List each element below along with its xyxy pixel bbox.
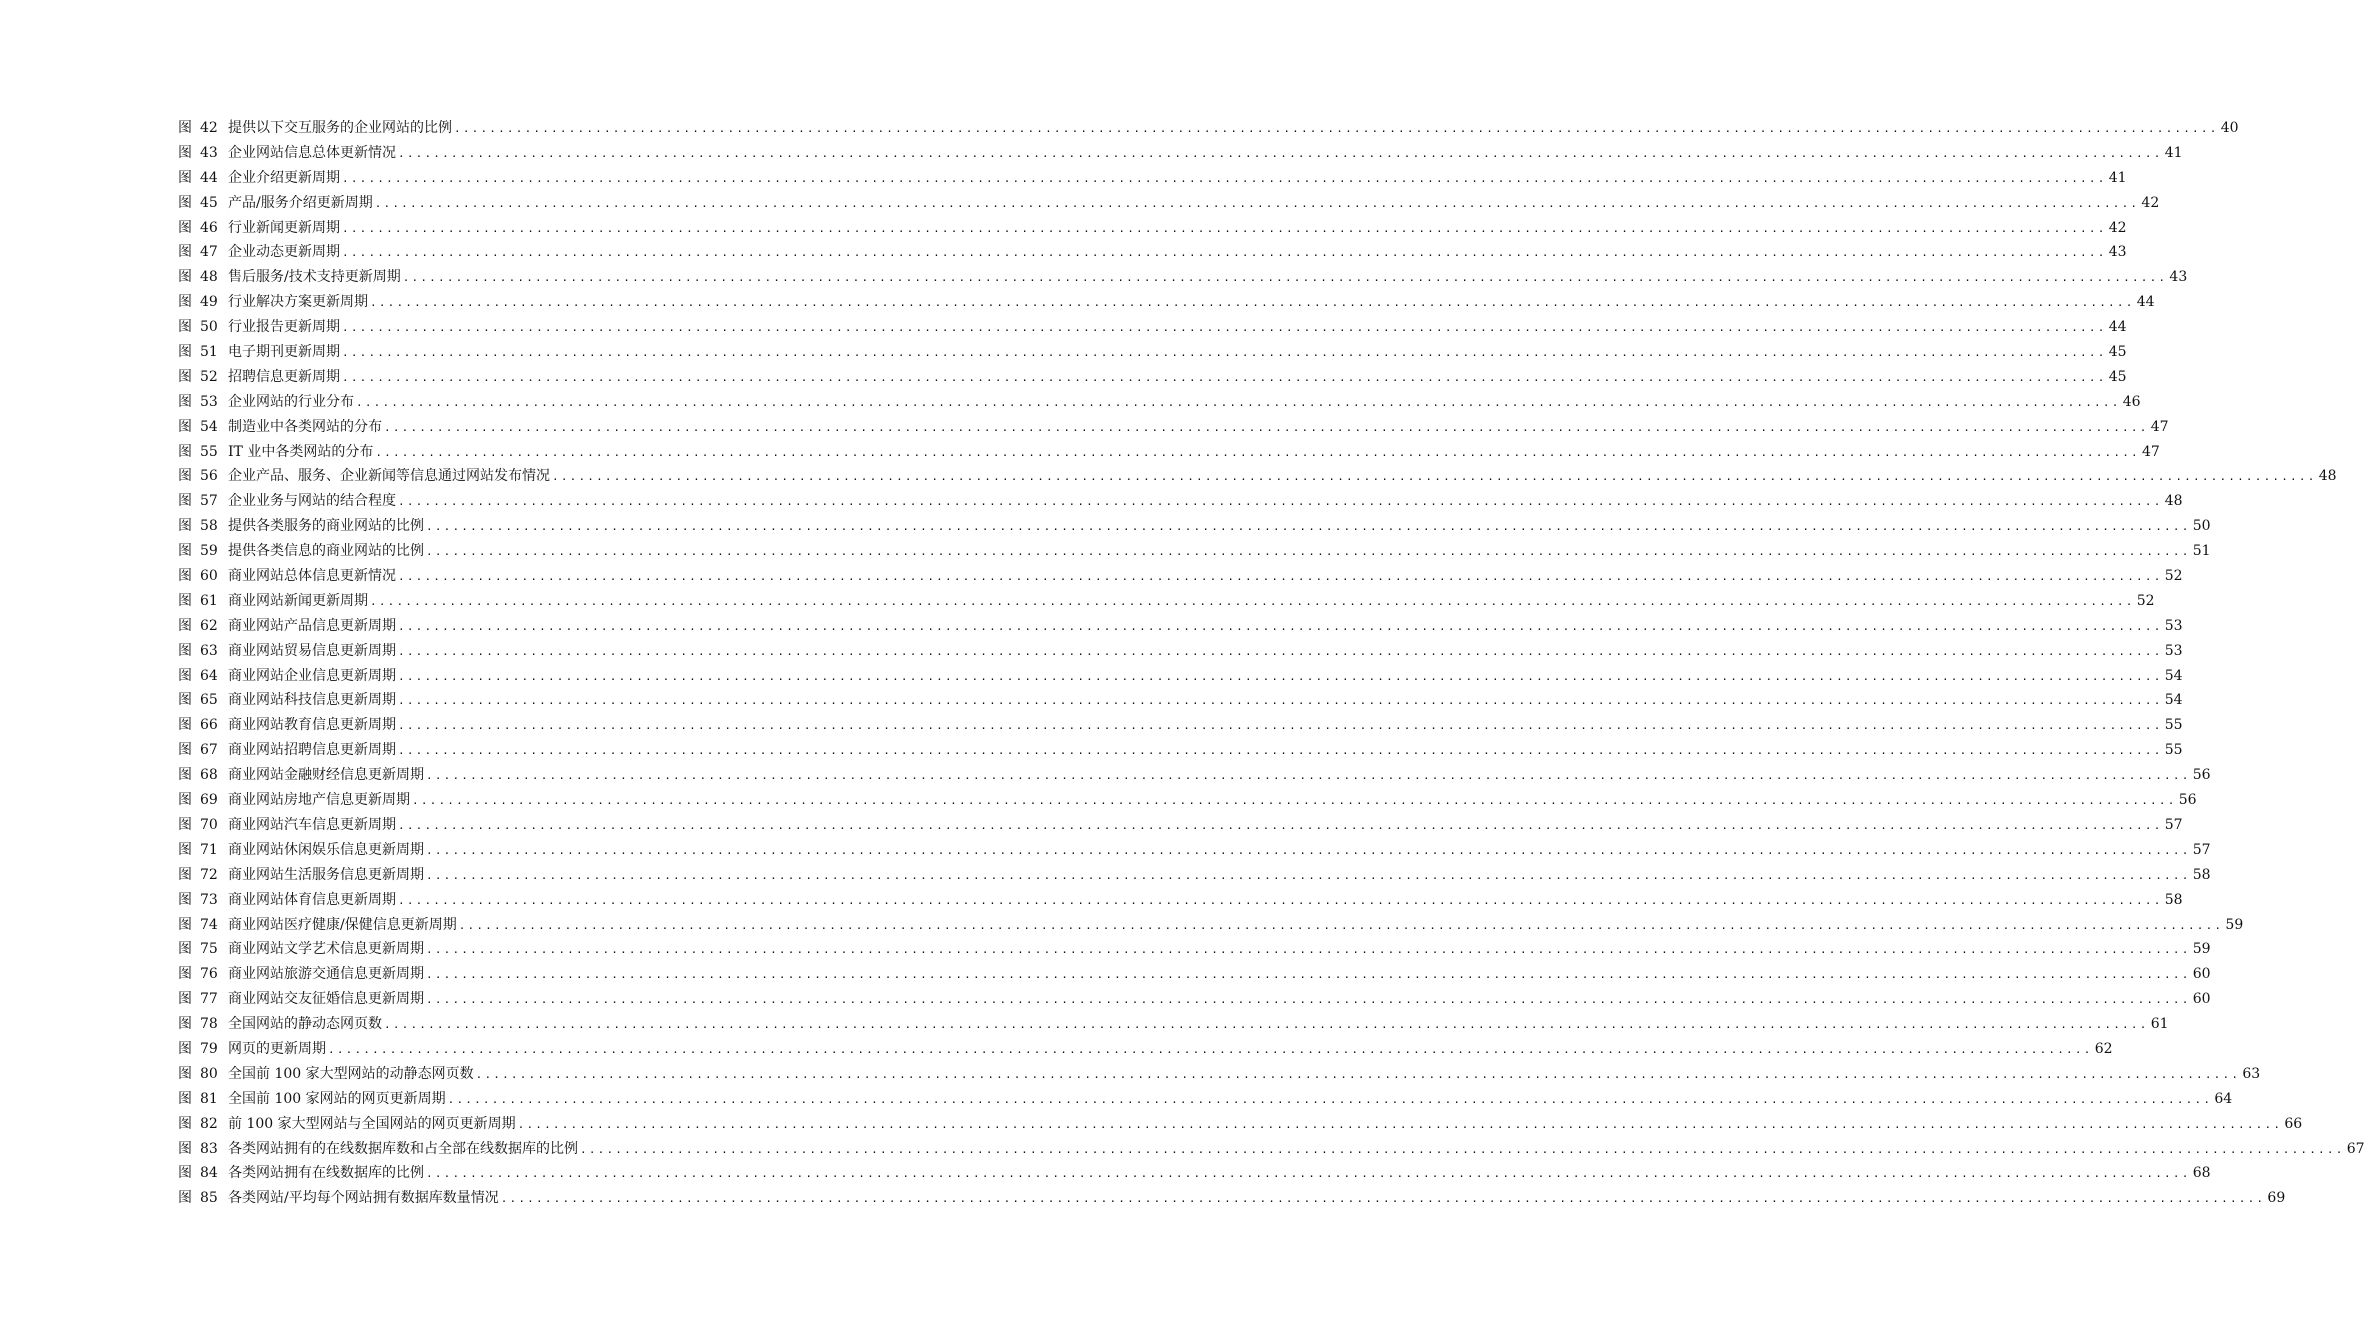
page-number: 59 bbox=[2192, 941, 2211, 958]
dot-leader: ........................................................................................................................................................................................................ bbox=[426, 1167, 2191, 1181]
figure-prefix: 图 bbox=[178, 294, 192, 311]
page-number: 53 bbox=[2164, 617, 2183, 634]
page-number: 48 bbox=[2318, 468, 2337, 485]
page-number: 44 bbox=[2136, 294, 2155, 311]
dot-leader: ........................................................................................................................................................................................................ bbox=[447, 1092, 2213, 1106]
toc-entry[interactable] bbox=[178, 987, 2211, 1012]
toc-entry[interactable] bbox=[178, 863, 2211, 888]
toc-entry[interactable] bbox=[178, 962, 2211, 987]
toc-entry[interactable] bbox=[178, 290, 2155, 315]
figure-prefix: 图 bbox=[178, 518, 192, 535]
page-number: 51 bbox=[2192, 543, 2211, 560]
figure-prefix: 图 bbox=[178, 816, 192, 833]
dot-leader: ........................................................................................................................................................................................................ bbox=[398, 570, 2163, 584]
toc-entry[interactable] bbox=[178, 1012, 2169, 1037]
figure-title: 产品/服务介绍更新周期 bbox=[228, 194, 373, 211]
dot-leader: ........................................................................................................................................................................................................ bbox=[398, 619, 2163, 633]
figure-title: 商业网站生活服务信息更新周期 bbox=[228, 866, 424, 883]
figure-prefix: 图 bbox=[178, 319, 192, 336]
figure-title: 企业网站信息总体更新情况 bbox=[228, 144, 396, 161]
figure-number: 53 bbox=[200, 393, 218, 410]
figure-number: 43 bbox=[200, 144, 218, 161]
page-number: 68 bbox=[2192, 1165, 2211, 1182]
figure-title: 企业产品、服务、企业新闻等信息通过网站发布情况 bbox=[228, 468, 550, 485]
page-number: 41 bbox=[2108, 169, 2127, 186]
figure-number: 59 bbox=[200, 543, 218, 560]
dot-leader: ........................................................................................................................................................................................................ bbox=[426, 843, 2191, 857]
page-number: 46 bbox=[2122, 393, 2141, 410]
figure-title: 商业网站旅游交通信息更新周期 bbox=[228, 966, 424, 983]
page-number: 47 bbox=[2142, 443, 2160, 460]
dot-leader: ........................................................................................................................................................................................................ bbox=[384, 420, 2149, 434]
dot-leader: ........................................................................................................................................................................................................ bbox=[412, 794, 2177, 808]
dot-leader: ........................................................................................................................................................................................................ bbox=[384, 1018, 2149, 1032]
figure-title: 网页的更新周期 bbox=[228, 1040, 326, 1057]
dot-leader: ........................................................................................................................................................................................................ bbox=[356, 395, 2121, 409]
figure-title: 行业新闻更新周期 bbox=[228, 219, 340, 236]
page-number: 60 bbox=[2192, 966, 2211, 983]
toc-entry[interactable] bbox=[178, 489, 2183, 514]
figure-prefix: 图 bbox=[178, 344, 192, 361]
page-number: 64 bbox=[2214, 1090, 2233, 1107]
toc-entry[interactable] bbox=[178, 191, 2160, 216]
figure-title: 商业网站教育信息更新周期 bbox=[228, 717, 396, 734]
figure-prefix: 图 bbox=[178, 1090, 192, 1107]
dot-leader: ........................................................................................................................................................................................................ bbox=[517, 1117, 2283, 1131]
page-number: 56 bbox=[2178, 792, 2197, 809]
figure-title: 企业业务与网站的结合程度 bbox=[228, 493, 396, 510]
figure-title: 商业网站招聘信息更新周期 bbox=[228, 742, 396, 759]
figure-title: 商业网站房地产信息更新周期 bbox=[228, 792, 410, 809]
toc-entry[interactable] bbox=[178, 141, 2183, 166]
dot-leader: ........................................................................................................................................................................................................ bbox=[342, 370, 2107, 384]
dot-leader: ........................................................................................................................................................................................................ bbox=[398, 694, 2163, 708]
toc-entry[interactable] bbox=[178, 1112, 2303, 1137]
figure-title: 商业网站休闲娱乐信息更新周期 bbox=[228, 841, 424, 858]
figure-number: 84 bbox=[200, 1165, 218, 1182]
page-number: 66 bbox=[2284, 1115, 2303, 1132]
toc-entry[interactable] bbox=[178, 614, 2183, 639]
toc-entry[interactable] bbox=[178, 688, 2183, 713]
page-number: 54 bbox=[2164, 667, 2183, 684]
page-number: 54 bbox=[2164, 692, 2183, 709]
page-number: 48 bbox=[2164, 493, 2183, 510]
dot-leader: ........................................................................................................................................................................................................ bbox=[342, 246, 2107, 260]
figure-prefix: 图 bbox=[178, 667, 192, 684]
figure-title: 商业网站贸易信息更新周期 bbox=[228, 642, 396, 659]
figure-prefix: 图 bbox=[178, 692, 192, 709]
figure-number: 76 bbox=[200, 966, 218, 983]
figure-title: 行业报告更新周期 bbox=[228, 319, 340, 336]
page-number: 55 bbox=[2164, 717, 2183, 734]
page-number: 62 bbox=[2094, 1040, 2113, 1057]
toc-entry[interactable] bbox=[178, 116, 2239, 141]
toc-entry[interactable] bbox=[178, 664, 2183, 689]
dot-leader: ........................................................................................................................................................................................................ bbox=[426, 943, 2191, 957]
dot-leader: ........................................................................................................................................................................................................ bbox=[398, 669, 2163, 683]
page-number: 59 bbox=[2225, 916, 2244, 933]
page-number: 43 bbox=[2169, 269, 2188, 286]
page-number: 42 bbox=[2108, 219, 2127, 236]
dot-leader: ........................................................................................................................................................................................................ bbox=[475, 1067, 2241, 1081]
figure-prefix: 图 bbox=[178, 120, 192, 136]
figure-title: 招聘信息更新周期 bbox=[228, 368, 340, 385]
figure-number: 66 bbox=[200, 717, 218, 734]
toc-entry[interactable] bbox=[178, 589, 2155, 614]
figure-number: 47 bbox=[200, 244, 218, 261]
figure-number: 44 bbox=[200, 169, 218, 186]
figure-number: 57 bbox=[200, 493, 218, 510]
figure-number: 70 bbox=[200, 816, 218, 833]
toc-entry[interactable] bbox=[178, 1037, 2113, 1062]
figure-prefix: 图 bbox=[178, 269, 192, 286]
dot-leader: ........................................................................................................................................................................................................ bbox=[398, 495, 2163, 509]
toc-entry[interactable] bbox=[178, 390, 2141, 415]
figure-number: 52 bbox=[200, 368, 218, 385]
figure-title: 各类网站拥有在线数据库的比例 bbox=[228, 1165, 424, 1182]
toc-entry[interactable] bbox=[178, 365, 2127, 390]
page-number: 44 bbox=[2108, 319, 2127, 336]
page-number: 43 bbox=[2108, 244, 2127, 261]
page-number: 63 bbox=[2242, 1065, 2261, 1082]
page-number: 41 bbox=[2164, 144, 2183, 161]
dot-leader: ........................................................................................................................................................................................................ bbox=[398, 146, 2163, 160]
toc-entry[interactable] bbox=[178, 1137, 2365, 1162]
figure-title: 商业网站交友征婚信息更新周期 bbox=[228, 991, 424, 1008]
figure-prefix: 图 bbox=[178, 443, 192, 460]
toc-entry[interactable] bbox=[178, 838, 2211, 863]
figure-number: 69 bbox=[200, 792, 218, 809]
figure-number: 55 bbox=[200, 443, 218, 460]
figure-title: 电子期刊更新周期 bbox=[228, 344, 340, 361]
figure-prefix: 图 bbox=[178, 1140, 192, 1157]
figure-number: 80 bbox=[200, 1065, 218, 1082]
figure-title: 制造业中各类网站的分布 bbox=[228, 418, 382, 435]
toc-entry[interactable] bbox=[178, 539, 2211, 564]
toc-entry[interactable] bbox=[178, 763, 2211, 788]
toc-entry[interactable] bbox=[178, 1062, 2261, 1087]
figure-title: 售后服务/技术支持更新周期 bbox=[228, 269, 401, 286]
toc-entry[interactable] bbox=[178, 240, 2127, 265]
figure-title: 全国前 100 家网站的网页更新周期 bbox=[228, 1090, 446, 1107]
toc-entry[interactable] bbox=[178, 813, 2183, 838]
toc-entry[interactable] bbox=[178, 738, 2183, 763]
figure-title: 企业介绍更新周期 bbox=[228, 169, 340, 186]
page-number: 61 bbox=[2150, 1016, 2169, 1033]
figure-title: 商业网站总体信息更新情况 bbox=[228, 568, 396, 585]
toc-entry[interactable] bbox=[178, 1087, 2233, 1112]
figure-number: 61 bbox=[200, 592, 218, 609]
toc-entry[interactable] bbox=[178, 315, 2127, 340]
figure-number: 60 bbox=[200, 568, 218, 585]
figure-title: 商业网站科技信息更新周期 bbox=[228, 692, 396, 709]
toc-entry[interactable] bbox=[178, 564, 2183, 589]
page-number: 52 bbox=[2164, 568, 2183, 585]
figure-title: 各类网站/平均每个网站拥有数据库数量情况 bbox=[228, 1190, 499, 1207]
page-number: 52 bbox=[2136, 592, 2155, 609]
dot-leader: ........................................................................................................................................................................................................ bbox=[328, 1042, 2093, 1056]
figure-number: 77 bbox=[200, 991, 218, 1008]
figure-number: 48 bbox=[200, 269, 218, 286]
dot-leader: ........................................................................................................................................................................................................ bbox=[402, 271, 2168, 285]
dot-leader: ........................................................................................................................................................................................................ bbox=[375, 445, 2140, 459]
toc-entry[interactable] bbox=[178, 913, 2244, 938]
toc-entry[interactable] bbox=[178, 166, 2127, 191]
figure-prefix: 图 bbox=[178, 194, 192, 211]
figure-prefix: 图 bbox=[178, 219, 192, 236]
page-number: 55 bbox=[2164, 742, 2183, 759]
dot-leader: ........................................................................................................................................................................................................ bbox=[370, 594, 2135, 608]
figure-number: 83 bbox=[200, 1140, 218, 1157]
figure-title: 企业动态更新周期 bbox=[228, 244, 340, 261]
figure-prefix: 图 bbox=[178, 393, 192, 410]
figure-title: 商业网站产品信息更新周期 bbox=[228, 617, 396, 634]
figure-number: 54 bbox=[200, 418, 218, 435]
figure-number: 74 bbox=[200, 916, 218, 933]
figure-prefix: 图 bbox=[178, 1040, 192, 1057]
dot-leader: ........................................................................................................................................................................................................ bbox=[398, 719, 2163, 733]
dot-leader: ........................................................................................................................................................................................................ bbox=[398, 644, 2163, 658]
figure-number: 49 bbox=[200, 294, 218, 311]
table-of-figures bbox=[178, 116, 2365, 1211]
figure-number: 75 bbox=[200, 941, 218, 958]
figure-number: 85 bbox=[200, 1190, 218, 1207]
figure-title: 全国前 100 家大型网站的动静态网页数 bbox=[228, 1065, 474, 1082]
dot-leader: ........................................................................................................................................................................................................ bbox=[458, 918, 2224, 932]
figure-title: 商业网站体育信息更新周期 bbox=[228, 891, 396, 908]
page-number: 56 bbox=[2192, 767, 2211, 784]
figure-number: 78 bbox=[200, 1016, 218, 1033]
dot-leader: ........................................................................................................................................................................................................ bbox=[426, 868, 2191, 882]
figure-prefix: 图 bbox=[178, 468, 192, 485]
figure-number: 82 bbox=[200, 1115, 218, 1132]
figure-title: 提供各类服务的商业网站的比例 bbox=[228, 518, 424, 535]
toc-entry[interactable] bbox=[178, 1161, 2211, 1186]
dot-leader: ........................................................................................................................................................................................................ bbox=[398, 893, 2163, 907]
figure-number: 65 bbox=[200, 692, 218, 709]
toc-entry[interactable] bbox=[178, 415, 2169, 440]
figure-number: 63 bbox=[200, 642, 218, 659]
figure-title: 行业解决方案更新周期 bbox=[228, 294, 368, 311]
figure-number: 64 bbox=[200, 667, 218, 684]
figure-prefix: 图 bbox=[178, 1190, 192, 1207]
figure-title: 企业网站的行业分布 bbox=[228, 393, 354, 410]
figure-prefix: 图 bbox=[178, 568, 192, 585]
dot-leader: ........................................................................................................................................................................................................ bbox=[342, 221, 2107, 235]
page-number: 42 bbox=[2141, 194, 2160, 211]
figure-prefix: 图 bbox=[178, 966, 192, 983]
figure-prefix: 图 bbox=[178, 792, 192, 809]
figure-number: 45 bbox=[200, 194, 218, 211]
dot-leader: ........................................................................................................................................................................................................ bbox=[398, 818, 2163, 832]
figure-prefix: 图 bbox=[178, 891, 192, 908]
figure-title: IT 业中各类网站的分布 bbox=[228, 443, 374, 460]
figure-prefix: 图 bbox=[178, 244, 192, 261]
page-number: 58 bbox=[2192, 866, 2211, 883]
page-number: 58 bbox=[2164, 891, 2183, 908]
page-number: 67 bbox=[2346, 1140, 2365, 1157]
figure-number: 72 bbox=[200, 866, 218, 883]
toc-entry[interactable] bbox=[178, 514, 2211, 539]
page-number: 50 bbox=[2192, 518, 2211, 535]
figure-prefix: 图 bbox=[178, 617, 192, 634]
toc-entry[interactable] bbox=[178, 639, 2183, 664]
figure-title: 商业网站新闻更新周期 bbox=[228, 592, 368, 609]
figure-prefix: 图 bbox=[178, 841, 192, 858]
toc-entry[interactable] bbox=[178, 937, 2211, 962]
figure-prefix: 图 bbox=[178, 1065, 192, 1082]
figure-title: 商业网站文学艺术信息更新周期 bbox=[228, 941, 424, 958]
dot-leader: ........................................................................................................................................................................................................ bbox=[426, 769, 2191, 783]
figure-title: 商业网站企业信息更新周期 bbox=[228, 667, 396, 684]
figure-number: 67 bbox=[200, 742, 218, 759]
figure-prefix: 图 bbox=[178, 991, 192, 1008]
dot-leader: ........................................................................................................................................................................................................ bbox=[398, 744, 2163, 758]
page-number: 57 bbox=[2164, 816, 2183, 833]
figure-title: 各类网站拥有的在线数据库数和占全部在线数据库的比例 bbox=[228, 1140, 578, 1157]
dot-leader: ........................................................................................................................................................................................................ bbox=[374, 196, 2140, 210]
figure-number: 51 bbox=[200, 344, 218, 361]
dot-leader: ........................................................................................................................................................................................................ bbox=[426, 520, 2191, 534]
page-number: 69 bbox=[2267, 1190, 2286, 1207]
page-number: 60 bbox=[2192, 991, 2211, 1008]
toc-entry[interactable] bbox=[178, 216, 2127, 241]
dot-leader: ........................................................................................................................................................................................................ bbox=[426, 968, 2191, 982]
figure-number: 81 bbox=[200, 1090, 218, 1107]
figure-prefix: 图 bbox=[178, 368, 192, 385]
page-number: 53 bbox=[2164, 642, 2183, 659]
figure-prefix: 图 bbox=[178, 169, 192, 186]
page-number: 40 bbox=[2220, 120, 2239, 136]
toc-entry[interactable] bbox=[178, 464, 2337, 489]
dot-leader: ........................................................................................................................................................................................................ bbox=[342, 346, 2107, 360]
toc-entry[interactable] bbox=[178, 340, 2127, 365]
figure-title: 商业网站金融财经信息更新周期 bbox=[228, 767, 424, 784]
dot-leader: ........................................................................................................................................................................................................ bbox=[454, 122, 2219, 135]
figure-prefix: 图 bbox=[178, 1115, 192, 1132]
figure-number: 42 bbox=[200, 120, 218, 136]
figure-number: 62 bbox=[200, 617, 218, 634]
figure-title: 前 100 家大型网站与全国网站的网页更新周期 bbox=[228, 1115, 516, 1132]
figure-prefix: 图 bbox=[178, 543, 192, 560]
figure-prefix: 图 bbox=[178, 493, 192, 510]
dot-leader: ........................................................................................................................................................................................................ bbox=[342, 321, 2107, 335]
page-number: 45 bbox=[2108, 368, 2127, 385]
dot-leader: ........................................................................................................................................................................................................ bbox=[580, 1142, 2345, 1156]
toc-entry[interactable] bbox=[178, 1186, 2286, 1211]
toc-entry[interactable] bbox=[178, 440, 2160, 465]
figure-prefix: 图 bbox=[178, 866, 192, 883]
figure-number: 71 bbox=[200, 841, 218, 858]
dot-leader: ........................................................................................................................................................................................................ bbox=[500, 1192, 2266, 1206]
figure-number: 58 bbox=[200, 518, 218, 535]
figure-title: 提供各类信息的商业网站的比例 bbox=[228, 543, 424, 560]
figure-title: 商业网站汽车信息更新周期 bbox=[228, 816, 396, 833]
dot-leader: ........................................................................................................................................................................................................ bbox=[370, 296, 2135, 310]
figure-title: 提供以下交互服务的企业网站的比例 bbox=[228, 120, 452, 136]
page-number: 47 bbox=[2150, 418, 2169, 435]
figure-number: 79 bbox=[200, 1040, 218, 1057]
figure-prefix: 图 bbox=[178, 1016, 192, 1033]
figure-prefix: 图 bbox=[178, 916, 192, 933]
toc-entry[interactable] bbox=[178, 713, 2183, 738]
toc-entry[interactable] bbox=[178, 788, 2197, 813]
dot-leader: ........................................................................................................................................................................................................ bbox=[426, 545, 2191, 559]
dot-leader: ........................................................................................................................................................................................................ bbox=[552, 470, 2317, 484]
figure-prefix: 图 bbox=[178, 767, 192, 784]
figure-number: 46 bbox=[200, 219, 218, 236]
figure-prefix: 图 bbox=[178, 144, 192, 161]
figure-title: 商业网站医疗健康/保健信息更新周期 bbox=[228, 916, 457, 933]
figure-prefix: 图 bbox=[178, 592, 192, 609]
page-number: 45 bbox=[2108, 344, 2127, 361]
figure-prefix: 图 bbox=[178, 1165, 192, 1182]
figure-prefix: 图 bbox=[178, 742, 192, 759]
dot-leader: ........................................................................................................................................................................................................ bbox=[426, 993, 2191, 1007]
toc-entry[interactable] bbox=[178, 888, 2183, 913]
figure-number: 56 bbox=[200, 468, 218, 485]
dot-leader: ........................................................................................................................................................................................................ bbox=[342, 171, 2107, 185]
figure-prefix: 图 bbox=[178, 717, 192, 734]
figure-title: 全国网站的静动态网页数 bbox=[228, 1016, 382, 1033]
figure-prefix: 图 bbox=[178, 418, 192, 435]
figure-number: 68 bbox=[200, 767, 218, 784]
toc-entry[interactable] bbox=[178, 265, 2188, 290]
figure-prefix: 图 bbox=[178, 642, 192, 659]
figure-number: 73 bbox=[200, 891, 218, 908]
figure-number: 50 bbox=[200, 319, 218, 336]
page-number: 57 bbox=[2192, 841, 2211, 858]
figure-prefix: 图 bbox=[178, 941, 192, 958]
